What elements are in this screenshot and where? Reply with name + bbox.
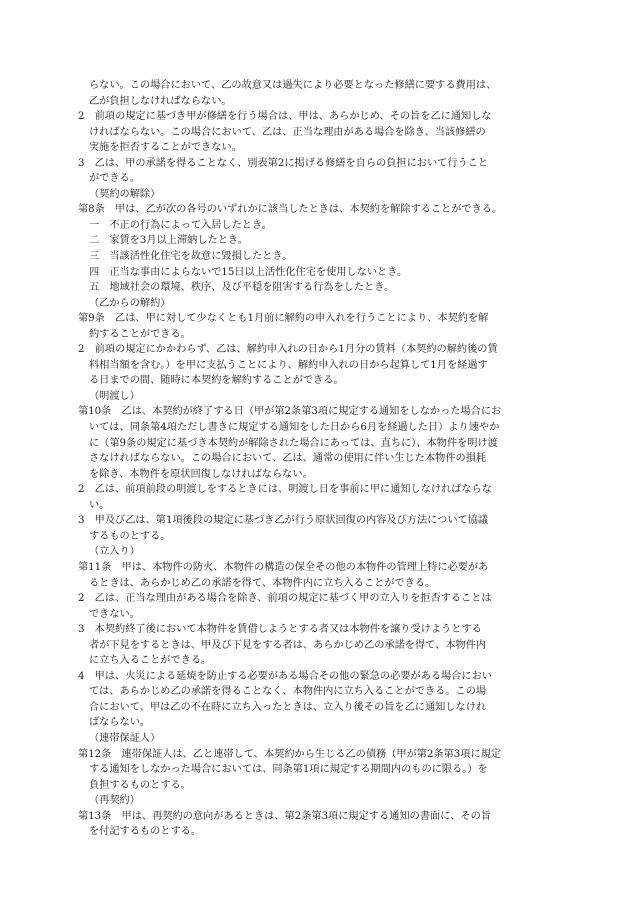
list-item: 四 正当な事由によらないで15日以上活性化住宅を使用しないとき。	[89, 266, 408, 278]
text-line: る日までの間、随時に本契約を解約することができる。	[89, 375, 344, 387]
text-line: に立ち入ることができる。	[89, 655, 212, 667]
list-item: 二 家賃を3月以上滞納したとき。	[89, 235, 248, 247]
paragraph-start-line: 3 本契約終了後において本物件を賃借しようとする者又は本物件を譲り受けようとする	[78, 624, 482, 636]
article-heading-line: 第10条 乙は、本契約が終了する日（甲が第2条第3項に規定する通知をしなかった場合にお	[78, 406, 502, 418]
article-caption: （立入り）	[89, 546, 140, 558]
text-line: する通知をしなかった場合においては、同条第1項に規定する期間内のものに限る。）を	[89, 764, 488, 776]
text-line: できない。	[89, 608, 140, 620]
article-heading-line: 第9条 乙は、甲に対して少なくとも1月前に解約の申入れを行うことにより、本契約を解	[78, 313, 489, 325]
text-line: ければならない。この場合において、乙は、正当な理由がある場合を除き、当該修繕の	[89, 126, 486, 138]
text-line: に（第9条の規定に基づき本契約が解除された場合にあっては、直ちに）、本物件を明け渡	[89, 437, 498, 449]
article-heading-line: 第11条 甲は、本物件の防火、本物件の構造の保全その他の本物件の管理上特に必要があ	[78, 561, 489, 573]
text-line: 約することができる。	[89, 328, 191, 340]
text-line: るときは、あらかじめ乙の承諾を得て、本物件内に立ち入ることができる。	[89, 577, 436, 589]
paragraph-start-line: 3 甲及び乙は、第1項後段の規定に基づき乙が行う原状回復の内容及び方法について協議	[78, 515, 489, 527]
article-caption: （契約の解除）	[89, 188, 161, 200]
text-line: さなければならない。この場合において、乙は、通常の使用に伴い生じた本物件の損耗	[89, 453, 487, 465]
list-item: 一 不正の行為によって入居したとき。	[89, 219, 272, 231]
article-caption: （明渡し）	[89, 390, 140, 402]
text-line: 実施を拒否することができない。	[89, 142, 242, 154]
text-line: を除き、本物件を原状回復しなければならない。	[89, 468, 313, 480]
text-line: するものとする。	[89, 530, 171, 542]
paragraph-start-line: 4 甲は、火災による延焼を防止する必要がある場合その他の緊急の必要がある場合におい	[78, 670, 492, 682]
text-line: いては、同条第4項ただし書きに規定する通知をした日から6月を経過した日）より速やか	[89, 422, 500, 434]
text-line: 負担するものとする。	[89, 779, 191, 791]
list-item: 五 地域社会の環境、秩序、及び平穏を阻害する行為をしたとき。	[89, 282, 395, 294]
text-line: を付記するものとする。	[89, 826, 202, 838]
text-line: い。	[89, 499, 110, 511]
article-heading-line: 第12条 連帯保証人は、乙と連帯して、本契約から生じる乙の債務（甲が第2条第3項に規定	[78, 748, 502, 760]
article-caption: （乙からの解約）	[89, 297, 171, 309]
text-line: 乙が負担しなければならない。	[89, 95, 232, 107]
article-heading-line: 第8条 甲は、乙が次の各号のいずれかに該当したときは、本契約を解除することができる。	[78, 204, 503, 216]
article-heading-line: 第13条 甲は、再契約の意向があるときは、第2条第3項に規定する通知の書面に、その旨	[78, 810, 492, 822]
paragraph-start-line: 2 前項の規定に基づき甲が修繕を行う場合は、甲は、あらかじめ、その旨を乙に通知しな	[78, 111, 492, 123]
list-item: 三 当該活性化住宅を故意に毀損したとき。	[89, 251, 293, 263]
paragraph-start-line: 2 乙は、前項前段の明渡しをするときには、明渡し日を事前に甲に通知しなければならな	[78, 484, 492, 496]
text-line: 合において、甲は乙の不在時に立ち入ったときは、立入り後その旨を乙に通知しなけれ	[89, 701, 487, 713]
text-line: ては、あらかじめ乙の承諾を得ることなく、本物件内に立ち入ることができる。この場	[89, 686, 487, 698]
article-caption: （連帯保証人）	[89, 732, 161, 744]
text-line: らない。この場合において、乙の故意又は過失により必要となった修繕に要する費用は、	[89, 80, 497, 91]
paragraph-start-line: 2 乙は、正当な理由がある場合を除き、前項の規定に基づく甲の立入りを拒否することは	[78, 593, 492, 605]
contract-page	[78, 78, 560, 840]
article-caption: （再契約）	[89, 795, 140, 807]
text-line: ができる。	[89, 173, 140, 185]
text-line: 者が下見をするときは、甲及び下見をする者は、あらかじめ乙の承諾を得て、本物件内	[89, 639, 487, 651]
paragraph-start-line: 3 乙は、甲の承諾を得ることなく、別表第2に掲げる修繕を自らの負担において行うこと	[78, 157, 489, 169]
paragraph-start-line: 2 前項の規定にかかわらず、乙は、解約申入れの日から1月分の賃料（本契約の解約後の賃	[78, 344, 498, 356]
text-line: ばならない。	[89, 717, 151, 729]
text-line: 料相当額を含む。）を甲に支払うことにより、解約申入れの日から起算して1月を経過す	[89, 359, 488, 371]
